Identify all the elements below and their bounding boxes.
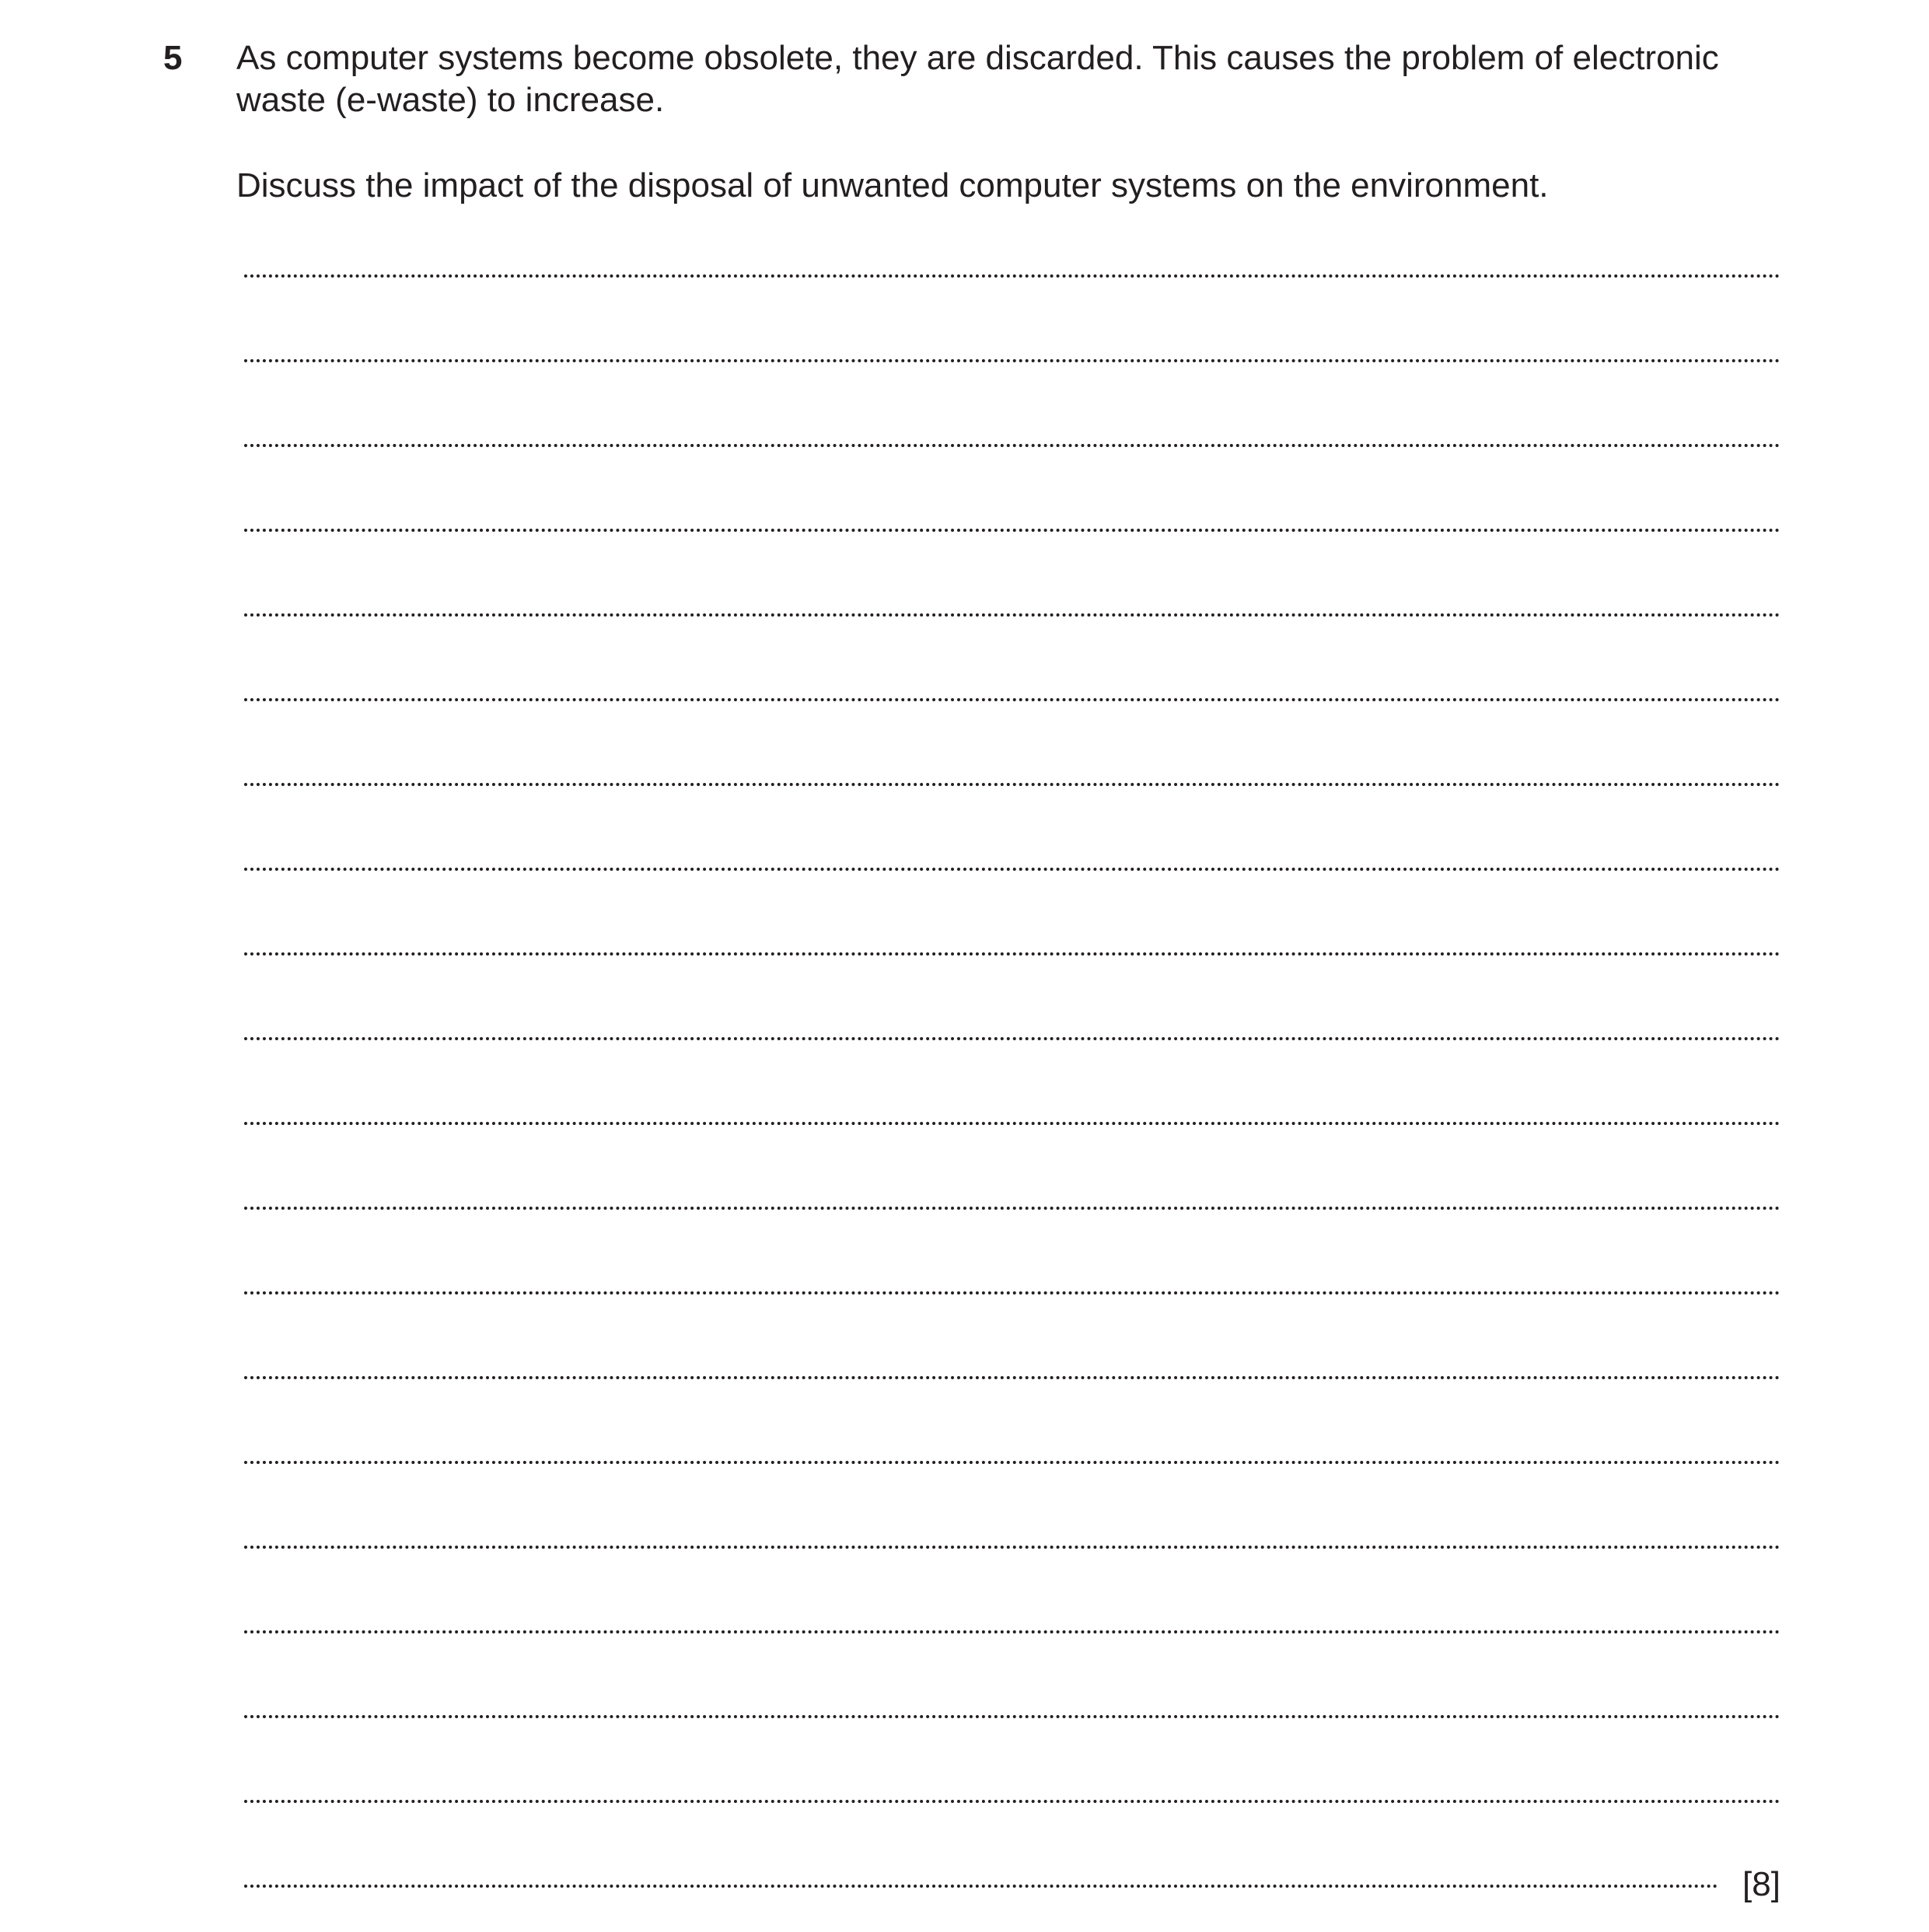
answer-line[interactable] — [244, 1630, 1780, 1633]
answer-line[interactable] — [244, 1885, 1718, 1888]
answer-line[interactable] — [244, 1546, 1780, 1549]
answer-line[interactable] — [244, 1800, 1780, 1803]
question-instruction: Discuss the impact of the disposal of unwanted computer systems on the environment. — [236, 166, 1549, 204]
answer-line[interactable] — [244, 698, 1780, 701]
answer-line[interactable] — [244, 1122, 1780, 1125]
question-number: 5 — [163, 39, 183, 77]
answer-line[interactable] — [244, 1376, 1780, 1379]
answer-line[interactable] — [244, 274, 1780, 278]
answer-line[interactable] — [244, 1037, 1780, 1040]
answer-line[interactable] — [244, 359, 1780, 362]
answer-line[interactable] — [244, 1461, 1780, 1464]
question-stem-line-2: waste (e-waste) to increase. — [236, 81, 665, 119]
answer-line[interactable] — [244, 1207, 1780, 1210]
marks-allocation: [8] — [1742, 1865, 1780, 1903]
answer-line[interactable] — [244, 952, 1780, 956]
answer-line[interactable] — [244, 444, 1780, 447]
answer-line[interactable] — [244, 529, 1780, 532]
question-stem — [236, 37, 1799, 121]
answer-line[interactable] — [244, 613, 1780, 617]
question-stem-line-1: As computer systems become obsolete, they are discarded. This causes the problem of electronic — [236, 39, 1719, 77]
answer-line[interactable] — [244, 783, 1780, 786]
answer-line[interactable] — [244, 1715, 1780, 1718]
answer-line[interactable] — [244, 1291, 1780, 1294]
answer-line[interactable] — [244, 868, 1780, 871]
